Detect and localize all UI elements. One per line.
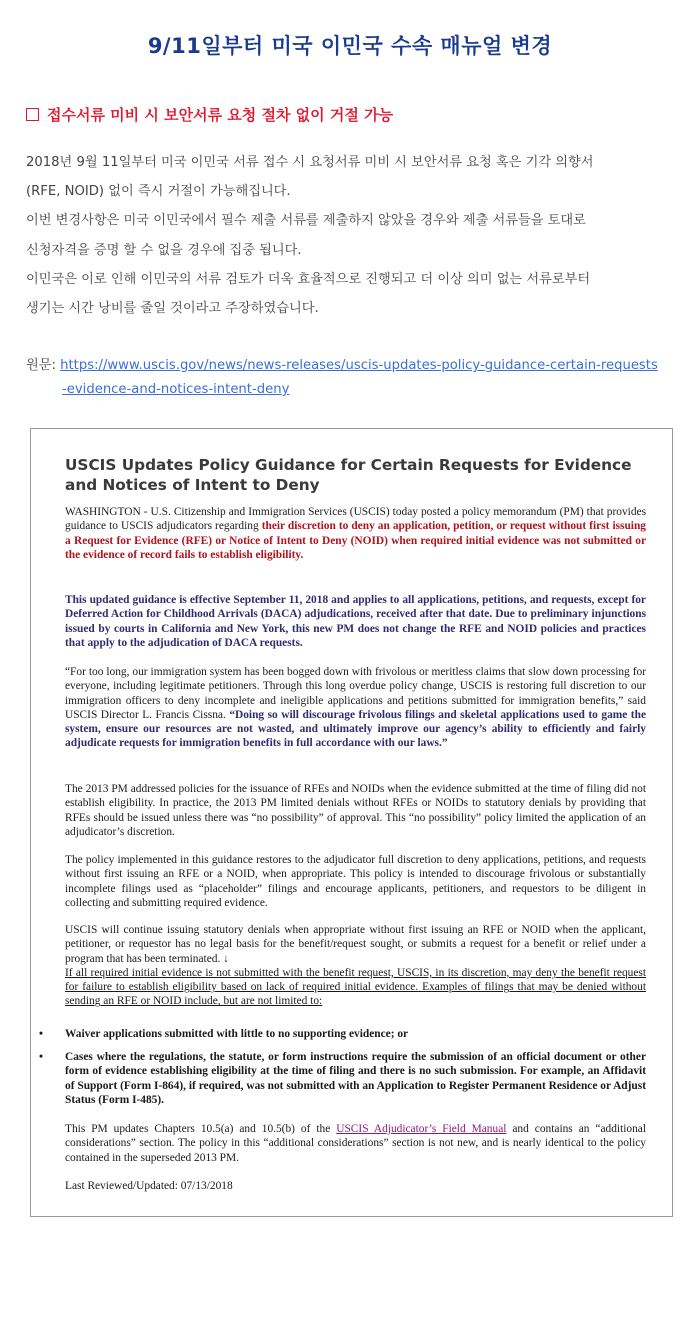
bullet-text: Waiver applications submitted with little to no supporting evidence; or [65, 1028, 409, 1040]
paragraph-4: The 2013 PM addressed policies for the issuance of RFEs and NOIDs when the evidence submitted at the time of filing did not establish eligibility. In practice, the 2013 PM limited denials without RFEs or NOIDs to statutory denials by providing that RFEs should be issued unless there was “no possibility” of approval. This “no possibility” policy limited the application of an adjudicator’s discretion. [65, 783, 646, 838]
source-link-continued[interactable]: -evidence-and-notices-intent-deny [62, 382, 290, 397]
last-reviewed: Last Reviewed/Updated: 07/13/2018 [65, 1180, 233, 1192]
paragraph-6: USCIS will continue issuing statutory denials when appropriate without first issuing an RFE or NOID when the applicant, petitioner, or requestor has no legal basis for the benefit/request sought, or submits a request for a benefit or relief under a program that has been terminated. ↓ If all required initial evidence is not submitted with the benefit request, USCIS, in its discretion, may deny the benefit request for failure to establish eligibility based on lack of required initial evidence. Examples of filings that may be denied without sending an RFE or NOID include, but are not limited to: [65, 924, 646, 1008]
checkbox-square-icon [26, 108, 39, 121]
source-label: 원문: [26, 358, 56, 373]
body-line: 이번 변경사항은 미국 이민국에서 필수 제출 서류를 제출하지 않았을 경우와 제출 서류들을 토대로 [26, 213, 586, 229]
p1-highlight: their discretion to deny an application, petition, or request without first issuing a Request for Evidence (RFE) or Notice of Intent to Deny (NOID) when required initial evidence was not submitted or the evidence of record fails to establish eligibility. [65, 520, 647, 561]
p1-text: WASHINGTON - U.S. Citizenship and Immigration Services (USCIS) today posted a policy memorandum (PM) that provides guidance to USCIS adjudicators regarding [65, 506, 646, 533]
p7-text-cont: and contains an “additional considerations” section. The policy in this “additional considerations” section is not new, and is nearly identical to the policy contained in the superseded 2013 PM. [65, 1123, 647, 1164]
paragraph-7 [65, 1122, 646, 1165]
p6-text: USCIS will continue issuing statutory denials when appropriate without first issuing an RFE or NOID when the applicant, petitioner, or requestor has no legal basis for the benefit/request sought, or submits a request for a benefit or relief under a program that has been terminated. [65, 924, 646, 965]
source-link[interactable]: https://www.uscis.gov/news/news-releases/uscis-updates-policy-guidance-certain-requests [60, 358, 658, 373]
paragraph-2: This updated guidance is effective September 11, 2018 and applies to all applications, petitions, and requests, except for Deferred Action for Childhood Arrivals (DACA) adjudications, received after that date. Due to preliminary injunctions issued by courts in California and New York, this new PM does not change the RFE and NOID policies and practices that apply to the adjudication of DACA requests. [65, 594, 646, 649]
document-title: USCIS Updates Policy Guidance for Certain Requests for Evidence and Notices of Intent to Deny [65, 456, 632, 494]
p3-quote: “Doing so will discourage frivolous filings and skeletal applications used to game the system, ensure our resources are not wasted, and ultimately improve our agency’s ability to efficiently and fairly adjudicate requests for immigration benefits in full accordance with our laws.” [65, 708, 646, 750]
press-release-image [30, 428, 673, 1217]
korean-body [26, 148, 678, 323]
bullet-text: Cases where the regulations, the statute, or form instructions require the submission of an official document or other form of evidence establishing eligibility at the time of filing and there is no such submission. For example, an Affidavit of Support (Form I-864), if required, was not submitted with an Application to Register Permanent Residence or Adjust Status (Form I-485). [65, 1051, 646, 1106]
p3-text: “For too long, our immigration system has been bogged down with frivolous or meritless claims that slow down processing for everyone, including legitimate petitioners. Through this long overdue policy change, USCIS is restoring full discretion to our immigration officers to deny incomplete and ineligible applications and petitions submitted for immigration benefits,” said USCIS Director L. Francis Cissna. [65, 666, 646, 721]
body-line: 신청자격을 증명 할 수 없을 경우에 집중 됩니다. [26, 242, 302, 258]
paragraph-1 [65, 505, 646, 562]
body-line: 이민국은 이로 인해 이민국의 서류 검토가 더욱 효율적으로 진행되고 더 이상 의미 없는 서류로부터 [26, 271, 591, 287]
bullet-icon: • [39, 1028, 43, 1040]
bullet-icon: • [39, 1051, 43, 1063]
page-title: 9/11일부터 미국 이민국 수속 매뉴얼 변경 [147, 34, 553, 58]
body-line: 생기는 시간 낭비를 줄일 것이라고 주장하였습니다. [26, 301, 319, 317]
paragraph-5: The policy implemented in this guidance restores to the adjudicator full discretion to deny applications, petitions, and requests without first issuing an RFE or a NOID, when appropriate. This policy is intended to discourage frivolous or substantially incomplete filings used as “placeholder” filings and encourage applicants, petitioners, and requestors to be diligent in collecting and submitting required evidence. [65, 854, 646, 909]
p7-text: This PM updates Chapters 10.5(a) and 10.5(b) of the [65, 1123, 337, 1135]
body-line: 2018년 9월 11일부터 미국 이민국 서류 접수 시 요청서류 미비 시 보안서류 요청 혹은 기각 의향서 [26, 155, 594, 170]
field-manual-link[interactable]: USCIS Adjudicator’s Field Manual [336, 1123, 507, 1135]
p6-underlined: If all required initial evidence is not submitted with the benefit request, USCIS, in its discretion, may deny the benefit request for failure to establish eligibility based on lack of required initial evidence. Examples of filings that may be denied without sending an RFE or NOID include, but are not limited to: [65, 966, 646, 1008]
paragraph-3 [65, 665, 646, 751]
section-heading-text: 접수서류 미비 시 보안서류 요청 절차 없이 거절 가능 [47, 106, 394, 124]
section-heading [26, 104, 393, 125]
body-line: (RFE, NOID) 없이 즉시 거절이 가능해집니다. [26, 184, 291, 200]
source-block [26, 354, 686, 402]
